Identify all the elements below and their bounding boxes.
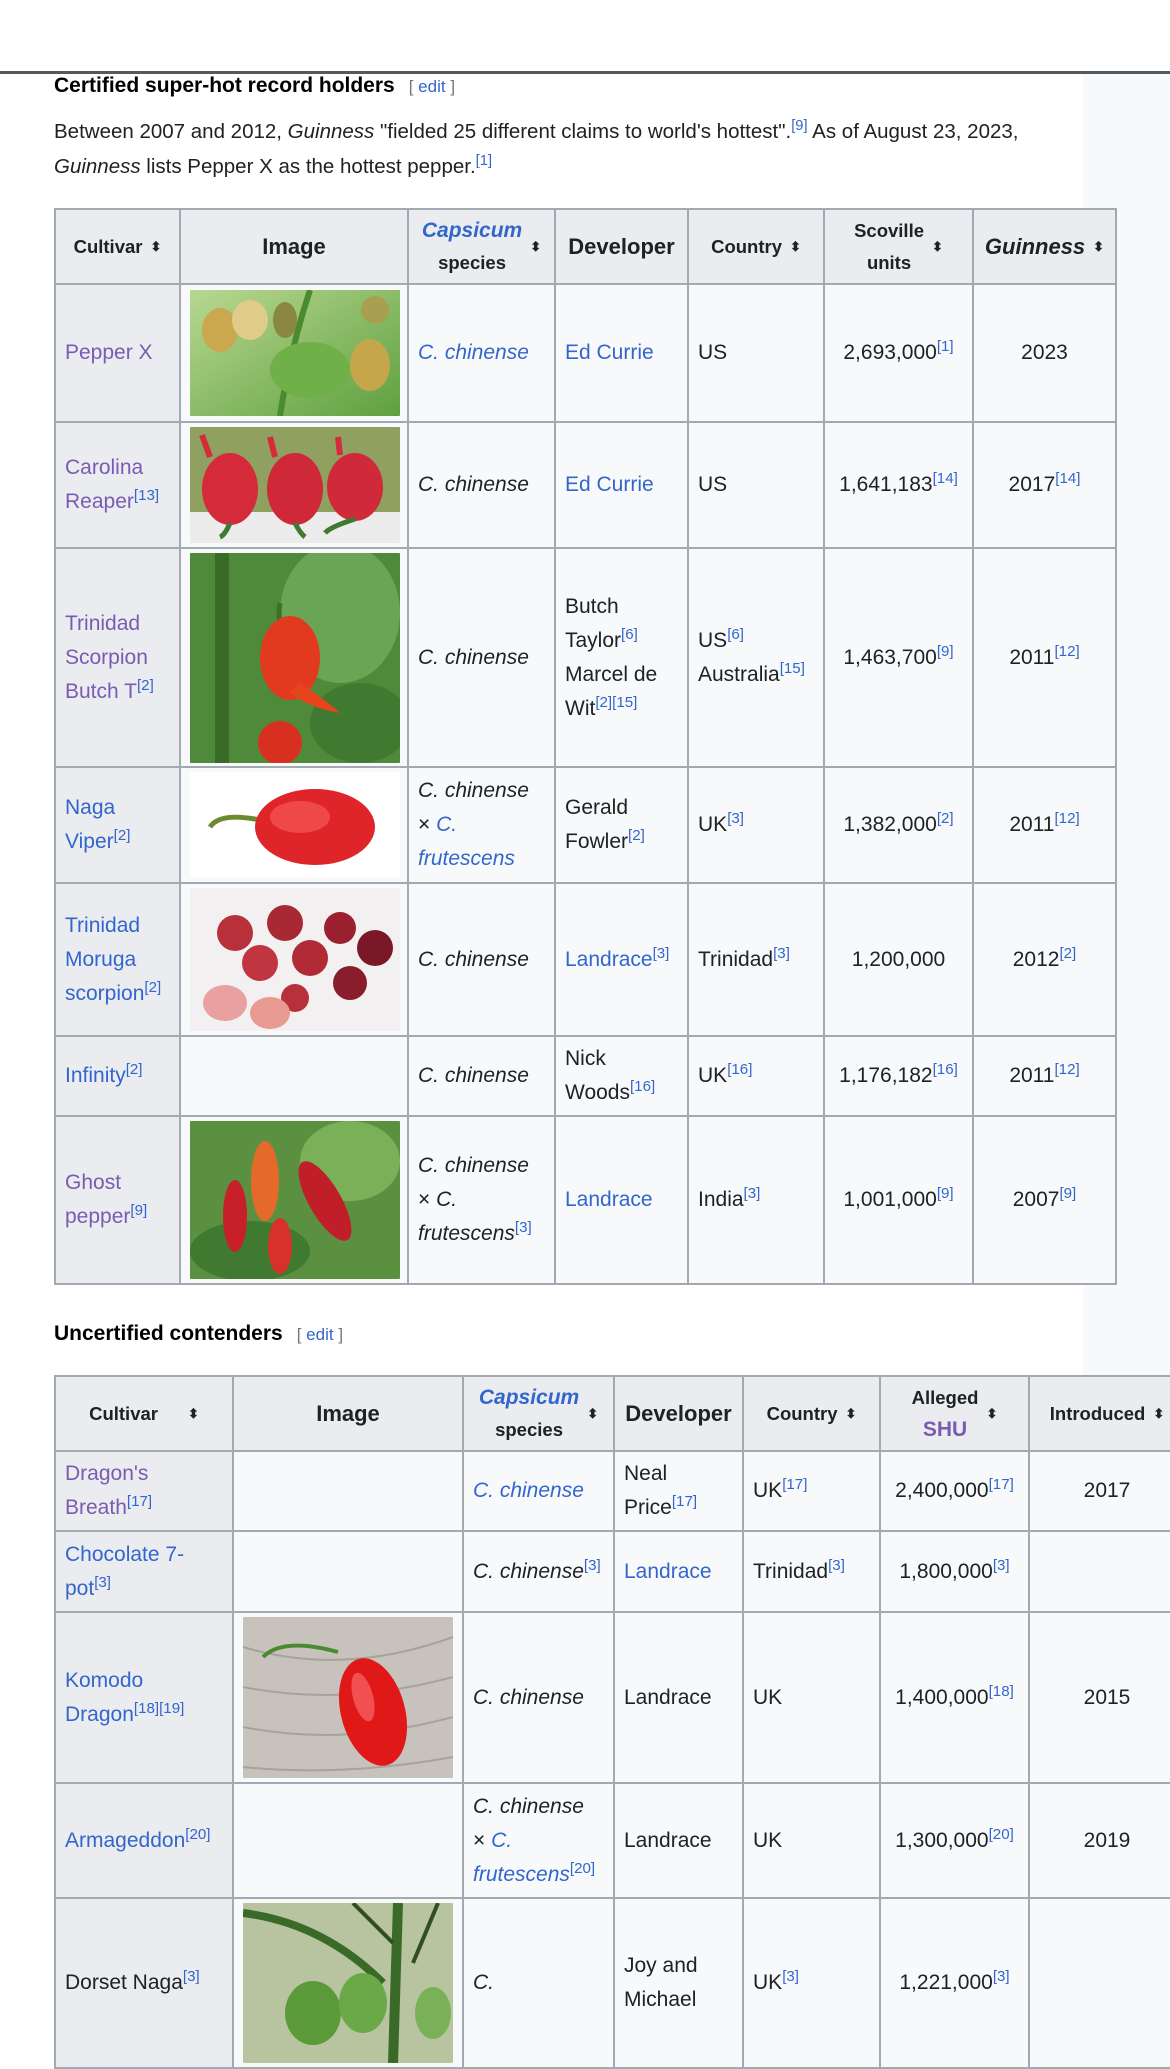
- ref-link[interactable]: [3]: [182, 1968, 200, 1985]
- ref-link[interactable]: [16]: [629, 1078, 656, 1095]
- ref-link[interactable]: [15]: [779, 659, 805, 677]
- ref-link[interactable]: [18][19]: [133, 1699, 185, 1717]
- sort-icon[interactable]: ⬍: [845, 1405, 857, 1421]
- table-row: Naga Viper[2] C. chinense × C. frutescens Gerald Fowler[2] UK[3] 1,382,000[2] 2011[12]: [55, 767, 1116, 883]
- ref-link[interactable]: [17]: [671, 1493, 698, 1510]
- ref-link[interactable]: [20]: [569, 1859, 596, 1877]
- ref-link[interactable]: [3]: [652, 944, 670, 962]
- developer-link[interactable]: Ed Currie: [565, 473, 654, 496]
- ref-link[interactable]: [3]: [94, 1573, 112, 1591]
- species-link[interactable]: C. frutescens: [418, 813, 515, 870]
- ref-link[interactable]: [2]: [113, 827, 131, 844]
- table-row: Armageddon[20] C. chinense × C. frutescens[20] Landrace UK 1,300,000[20] 2019: [55, 1783, 1170, 1898]
- ref-link[interactable]: [20]: [988, 1825, 1014, 1843]
- ref-link[interactable]: [13]: [133, 487, 160, 504]
- sort-icon[interactable]: ⬍: [1093, 238, 1105, 254]
- cultivar-link[interactable]: Trinidad Moruga scorpion: [65, 913, 145, 1005]
- ref-link[interactable]: [18]: [988, 1682, 1014, 1700]
- empty-image-cell: [233, 1451, 463, 1531]
- empty-image-cell: [233, 1783, 463, 1898]
- col-header-introduced[interactable]: Introduced ⬍: [1029, 1376, 1170, 1451]
- ref-link[interactable]: [3]: [583, 1556, 601, 1574]
- cultivar-link[interactable]: Trinidad Scorpion Butch T: [65, 611, 148, 703]
- carolina-reaper-image[interactable]: [190, 427, 400, 543]
- header-row: [55, 1376, 1170, 1451]
- col-header-country[interactable]: Country ⬍: [743, 1376, 880, 1451]
- capsicum-link[interactable]: Capsicum: [421, 218, 523, 242]
- table-row: Trinidad Scorpion Butch T[2] C. chinense Butch Taylor[6] Marcel de Wit[2][15] US[6] Australia[15] 1,463,700[9] 2011[12]: [55, 548, 1116, 767]
- table-row: Ghost pepper[9] C. chinense × C. frutescens[3] Landrace India[3] 1,001,000[9] 2007[9]: [55, 1116, 1116, 1284]
- pepper-x-image[interactable]: [190, 290, 400, 416]
- table-row: Komodo Dragon[18][19] C. chinense Landrace UK 1,400,000[18] 2015: [55, 1612, 1170, 1783]
- ref-link[interactable]: [1]: [475, 153, 493, 170]
- ref-link[interactable]: [2][15]: [595, 693, 638, 711]
- species-link[interactable]: C. frutescens: [473, 1828, 570, 1886]
- capsicum-link[interactable]: Capsicum: [478, 1385, 580, 1409]
- col-header-cultivar[interactable]: Cultivar ⬍: [55, 1376, 233, 1451]
- sort-icon[interactable]: ⬍: [1153, 1405, 1165, 1421]
- ref-link[interactable]: [20]: [185, 1825, 211, 1843]
- ref-link[interactable]: [3]: [727, 810, 744, 827]
- ref-link[interactable]: [12]: [1054, 1061, 1080, 1078]
- naga-viper-image[interactable]: [190, 772, 400, 878]
- table-row: Dorset Naga[3] C. Joy and Michael UK[3] 1,221,000[3]: [55, 1898, 1170, 2068]
- col-header-species[interactable]: Capsicum species ⬍: [463, 1376, 614, 1451]
- dorset-naga-image[interactable]: [243, 1903, 453, 2063]
- ref-link[interactable]: [16]: [727, 1061, 753, 1078]
- ref-link[interactable]: [12]: [1054, 642, 1080, 660]
- komodo-dragon-image[interactable]: [243, 1617, 453, 1778]
- cultivar-link[interactable]: Carolina Reaper: [65, 456, 144, 513]
- empty-image-cell: [233, 1531, 463, 1612]
- col-header-country[interactable]: Country ⬍: [688, 209, 824, 284]
- certified-table: [54, 208, 1117, 1285]
- sort-icon[interactable]: ⬍: [187, 1405, 199, 1421]
- ref-link[interactable]: [3]: [782, 1968, 799, 1985]
- cultivar-link[interactable]: Naga Viper: [65, 796, 116, 853]
- section-heading-certified: Certified super-hot record holders [ edit ]: [54, 74, 456, 97]
- col-header-image: Image: [233, 1376, 463, 1451]
- ref-link[interactable]: [2]: [125, 1061, 143, 1078]
- col-header-guinness[interactable]: Guinness ⬍: [973, 209, 1116, 284]
- table-row: Carolina Reaper[13] C. chinense Ed Currie US 1,641,183[14] 2017[14]: [55, 422, 1116, 548]
- ref-link[interactable]: [16]: [932, 1061, 958, 1078]
- cultivar-link[interactable]: Komodo Dragon: [65, 1668, 144, 1726]
- col-header-species[interactable]: Capsicum species ⬍: [408, 209, 555, 284]
- col-header-alleged-shu[interactable]: Alleged SHU ⬍: [880, 1376, 1029, 1451]
- ref-link[interactable]: [3]: [743, 1185, 761, 1202]
- col-header-developer: Developer: [614, 1376, 743, 1451]
- developer-link[interactable]: Landrace: [565, 1188, 653, 1211]
- sort-icon[interactable]: ⬍: [932, 238, 943, 254]
- sort-icon[interactable]: ⬍: [587, 1405, 599, 1421]
- ref-link[interactable]: [14]: [932, 470, 958, 487]
- ref-link[interactable]: [2]: [1059, 944, 1077, 962]
- ref-link[interactable]: [17]: [126, 1493, 153, 1510]
- cultivar-link[interactable]: Pepper X: [65, 341, 153, 364]
- ref-link[interactable]: [6]: [621, 625, 638, 643]
- col-header-scoville[interactable]: Scoville units ⬍: [824, 209, 973, 284]
- ref-link[interactable]: [2]: [936, 810, 954, 827]
- cultivar-link[interactable]: Dragon's Breath: [65, 1462, 149, 1519]
- table-row: Infinity[2] C. chinense Nick Woods[16] UK[16] 1,176,182[16] 2011[12]: [55, 1036, 1116, 1116]
- ref-link[interactable]: [17]: [782, 1476, 808, 1493]
- developer-link[interactable]: Ed Currie: [565, 341, 654, 364]
- pepper-image-cell: [180, 284, 408, 422]
- ref-link[interactable]: [6]: [727, 625, 744, 643]
- ref-link[interactable]: [2]: [628, 827, 645, 844]
- edit-section-link[interactable]: [ edit ]: [408, 77, 456, 96]
- moruga-scorpion-image[interactable]: [190, 888, 400, 1031]
- ref-link[interactable]: [3]: [773, 944, 790, 962]
- empty-image-cell: [180, 1036, 408, 1116]
- table-row: Dragon's Breath[17] C. chinense Neal Price[17] UK[17] 2,400,000[17] 2017: [55, 1451, 1170, 1531]
- section-heading-uncertified: Uncertified contenders [ edit ]: [54, 1322, 344, 1345]
- ref-link[interactable]: [9]: [791, 118, 808, 135]
- sort-icon[interactable]: ⬍: [150, 238, 162, 254]
- trinidad-scorpion-image[interactable]: [190, 553, 400, 763]
- ref-link[interactable]: [9]: [130, 1202, 148, 1219]
- uncertified-table: [54, 1375, 1170, 2069]
- edit-section-link[interactable]: [ edit ]: [296, 1325, 344, 1344]
- ref-link[interactable]: [3]: [828, 1556, 845, 1574]
- table-row: Trinidad Moruga scorpion[2] C. chinense Landrace[3] Trinidad[3] 1,200,000 2012[2]: [55, 883, 1116, 1036]
- header-row: [55, 209, 1116, 284]
- ghost-pepper-image[interactable]: [190, 1121, 400, 1279]
- table-row: Chocolate 7-pot[3] C. chinense[3] Landrace Trinidad[3] 1,800,000[3]: [55, 1531, 1170, 1612]
- intro-paragraph: Between 2007 and 2012, Guinness "fielded 25 different claims to world's hottest".[9] As of August 23, 2023, Guinness lists Pepper X as the hottest pepper.[1]: [54, 118, 1019, 178]
- col-header-cultivar[interactable]: Cultivar ⬍: [55, 209, 180, 284]
- table-row: Pepper X C. chinense Ed Currie US 2,693,000[1] 2023: [55, 284, 1116, 422]
- ref-link[interactable]: [9]: [1059, 1185, 1077, 1202]
- species-link[interactable]: C. chinense: [418, 341, 529, 364]
- ref-link[interactable]: [3]: [992, 1556, 1010, 1574]
- sort-icon[interactable]: ⬍: [986, 1405, 998, 1421]
- cultivar-link[interactable]: Chocolate 7-pot: [65, 1542, 185, 1600]
- ref-link[interactable]: [9]: [936, 642, 954, 660]
- ref-link[interactable]: [12]: [1054, 810, 1080, 827]
- ref-link[interactable]: [17]: [988, 1476, 1014, 1493]
- species-link[interactable]: C. chinense: [473, 1479, 584, 1502]
- cultivar-link[interactable]: Ghost pepper: [65, 1171, 131, 1228]
- ref-link[interactable]: [1]: [936, 338, 954, 355]
- ref-link[interactable]: [3]: [514, 1219, 532, 1236]
- developer-link[interactable]: Landrace: [565, 947, 653, 971]
- sort-icon[interactable]: ⬍: [790, 238, 801, 254]
- developer-link[interactable]: Landrace: [624, 1559, 712, 1583]
- col-header-image: Image: [180, 209, 408, 284]
- cultivar-link[interactable]: Armageddon: [65, 1828, 186, 1852]
- sort-icon[interactable]: ⬍: [530, 238, 542, 254]
- cultivar-link[interactable]: Infinity: [65, 1064, 126, 1087]
- shu-link[interactable]: SHU: [922, 1417, 968, 1441]
- ref-link[interactable]: [2]: [136, 676, 154, 694]
- ref-link[interactable]: [14]: [1055, 470, 1081, 487]
- ref-link[interactable]: [3]: [992, 1968, 1010, 1985]
- ref-link[interactable]: [9]: [936, 1185, 954, 1202]
- ref-link[interactable]: [2]: [144, 978, 162, 996]
- col-header-developer: Developer: [555, 209, 688, 284]
